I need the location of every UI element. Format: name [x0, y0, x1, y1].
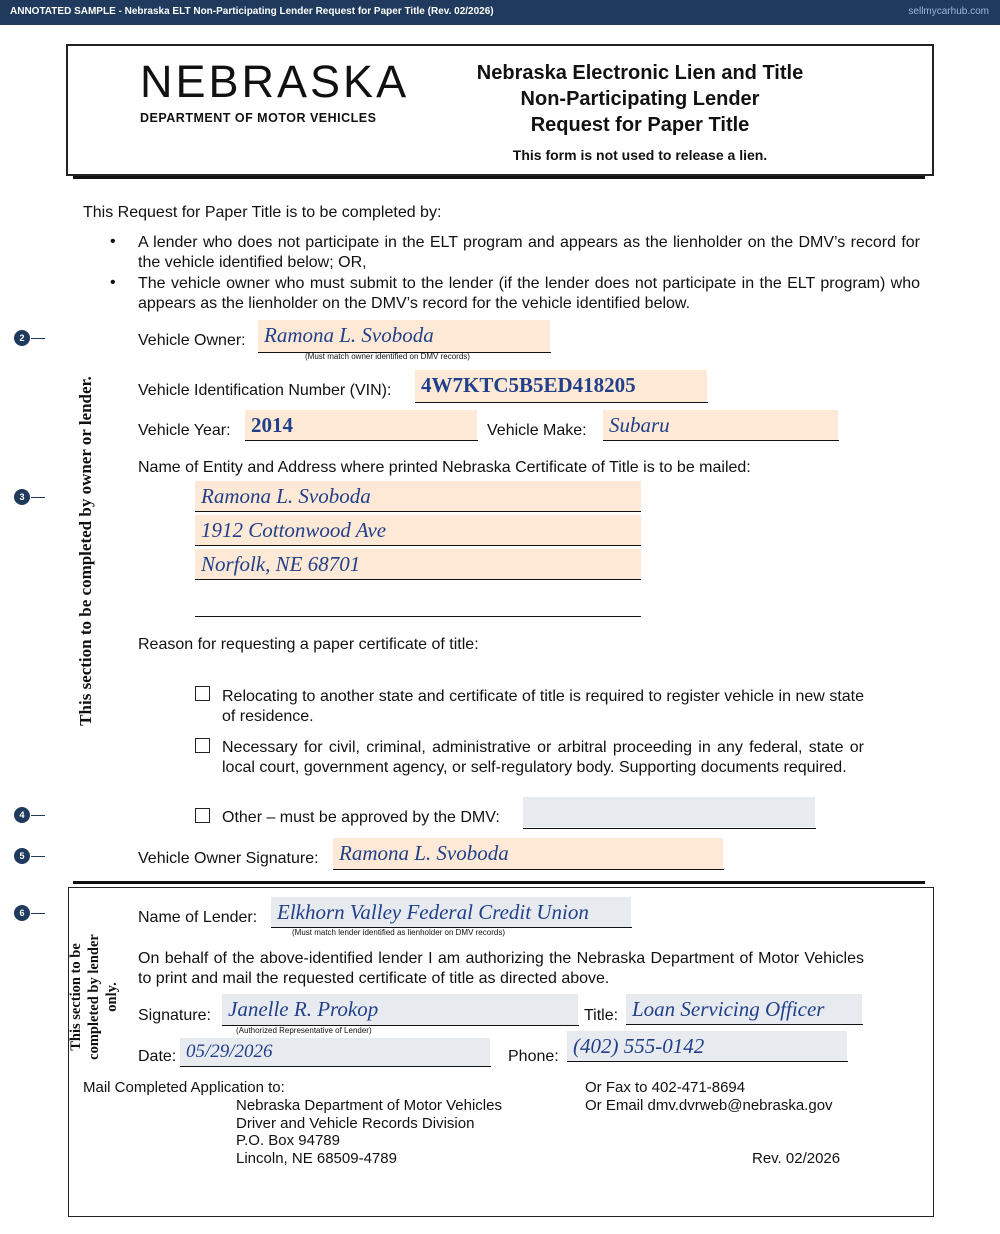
- mail-line-3: P.O. Box 94789: [236, 1132, 340, 1149]
- lender-side-label-line3: only.: [104, 982, 120, 1012]
- reason-other-field[interactable]: [523, 797, 815, 827]
- mail-line-1: Nebraska Department of Motor Vehicles: [236, 1097, 502, 1114]
- intro-bullet-2: The vehicle owner who must submit to the lender (if the lender does not participate in the ELT program) who appears as the lienholder on the DMV’s record for the vehicle identified below.: [138, 275, 920, 312]
- intro-lead: This Request for Paper Title is to be completed by:: [83, 204, 442, 221]
- field-underline: [415, 402, 708, 403]
- bullet-dot: •: [110, 233, 116, 250]
- phone-label: Phone:: [508, 1048, 559, 1065]
- mail-line-2: Driver and Vehicle Records Division: [236, 1115, 475, 1132]
- form-title-line3: Request for Paper Title: [530, 114, 750, 136]
- marker-leader: [31, 497, 45, 498]
- field-underline: [195, 545, 641, 546]
- revision-label: Rev. 02/2026: [752, 1150, 841, 1167]
- reason-3-checkbox[interactable]: [195, 808, 210, 823]
- lender-title-label: Title:: [584, 1007, 619, 1024]
- lender-signature-note: (Authorized Representative of Lender): [236, 1026, 372, 1035]
- mailing-line-1-field[interactable]: Ramona L. Svoboda: [195, 481, 641, 511]
- marker-leader: [31, 815, 45, 816]
- marker-leader: [31, 338, 45, 339]
- fax-info: Or Fax to 402-471-8694: [585, 1079, 746, 1096]
- vehicle-year-label: Vehicle Year:: [138, 422, 231, 439]
- vehicle-owner-label: Vehicle Owner:: [138, 332, 246, 349]
- form-title-line2: Non-Participating Lender: [520, 88, 760, 110]
- field-underline: [567, 1061, 848, 1062]
- intro-bullet-1: A lender who does not participate in the ELT program and appears as the lienholder on the DMV’s record for the vehicle identified below; OR,: [138, 234, 920, 271]
- lender-signature-label: Signature:: [138, 1007, 211, 1024]
- marker-leader: [31, 856, 45, 857]
- field-underline: [195, 511, 641, 512]
- email-info: Or Email dmv.dvrweb@nebraska.gov: [585, 1097, 833, 1114]
- annotation-marker-4: 4: [14, 807, 30, 823]
- annotation-marker-2: 2: [14, 330, 30, 346]
- vin-label: Vehicle Identification Number (VIN):: [138, 382, 392, 399]
- mailing-line-3-field[interactable]: Norfolk, NE 68701: [195, 549, 641, 579]
- mailing-address-label: Name of Entity and Address where printed Nebraska Certificate of Title is to be mailed:: [138, 459, 751, 476]
- owner-signature-label: Vehicle Owner Signature:: [138, 850, 319, 867]
- vehicle-owner-field[interactable]: Ramona L. Svoboda: [258, 320, 550, 352]
- mail-heading: Mail Completed Application to:: [83, 1079, 285, 1096]
- authorization-text: On behalf of the above-identified lender I am authorizing the Nebraska Department of Motor Vehicles to print and mail the requested certificate of title as directed above.: [138, 950, 864, 987]
- field-underline: [195, 616, 641, 617]
- lender-side-label-line1: This section to be: [68, 943, 84, 1051]
- banner-title: ANNOTATED SAMPLE - Nebraska ELT Non-Participating Lender Request for Paper Title (Rev. 02/2026): [10, 6, 494, 17]
- annotation-marker-6: 6: [14, 905, 30, 921]
- marker-leader: [31, 913, 45, 914]
- mail-line-4: Lincoln, NE 68509-4789: [236, 1150, 397, 1167]
- mailing-line-2-field[interactable]: 1912 Cottonwood Ave: [195, 515, 641, 545]
- reason-3-text: Other – must be approved by the DMV:: [222, 809, 500, 826]
- reason-2-text: Necessary for civil, criminal, administrative or arbitral proceeding in any federal, state or local court, government agency, or self-regulatory body. Supporting documents required.: [222, 739, 864, 776]
- annotation-marker-3: 3: [14, 489, 30, 505]
- department-name: DEPARTMENT OF MOTOR VEHICLES: [140, 111, 377, 125]
- field-underline: [523, 828, 816, 829]
- reason-1-text: Relocating to another state and certificate of title is required to register vehicle in new state of residence.: [222, 688, 864, 725]
- owner-signature-field[interactable]: Ramona L. Svoboda: [333, 838, 723, 869]
- form-note: This form is not used to release a lien.: [512, 147, 768, 163]
- lender-side-label-line2: completed by lender: [86, 934, 102, 1060]
- lender-name-note: (Must match lender identified as lienholder on DMV records): [292, 928, 505, 937]
- mailing-line-4-field[interactable]: [195, 586, 641, 616]
- field-underline: [603, 440, 839, 441]
- reason-label: Reason for requesting a paper certificate of title:: [138, 636, 479, 653]
- date-label: Date:: [138, 1048, 177, 1065]
- lender-title-field[interactable]: Loan Servicing Officer: [626, 994, 862, 1024]
- annotation-marker-5: 5: [14, 848, 30, 864]
- bullet-dot: •: [110, 274, 116, 291]
- vin-field[interactable]: 4W7KTC5B5ED418205: [415, 370, 707, 402]
- top-banner: [0, 0, 1000, 25]
- lender-name-field[interactable]: Elkhorn Valley Federal Credit Union: [271, 897, 631, 927]
- reason-1-checkbox[interactable]: [195, 686, 210, 701]
- reason-2-checkbox[interactable]: [195, 738, 210, 753]
- field-underline: [180, 1066, 491, 1067]
- banner-site: sellmycarhub.com: [908, 6, 989, 17]
- section-divider: [73, 881, 925, 884]
- field-underline: [626, 1024, 863, 1025]
- form-title-line1: Nebraska Electronic Lien and Title: [476, 62, 804, 84]
- vehicle-year-field[interactable]: 2014: [245, 410, 477, 440]
- date-field[interactable]: 05/29/2026: [180, 1038, 490, 1066]
- field-underline: [245, 440, 478, 441]
- phone-field[interactable]: (402) 555-0142: [567, 1031, 847, 1061]
- field-underline: [333, 869, 724, 870]
- vehicle-make-field[interactable]: Subaru: [603, 410, 838, 440]
- owner-section-side-label: This section to be completed by owner or lender.: [76, 376, 95, 726]
- nebraska-logo: NEBRASKA: [140, 56, 410, 107]
- lender-name-label: Name of Lender:: [138, 909, 258, 926]
- vehicle-owner-note: (Must match owner identified on DMV records): [305, 352, 470, 361]
- header-divider: [73, 176, 925, 179]
- lender-section-side-label: [67, 929, 121, 1065]
- lender-signature-field[interactable]: Janelle R. Prokop: [222, 994, 578, 1025]
- vehicle-make-label: Vehicle Make:: [487, 422, 587, 439]
- field-underline: [195, 579, 641, 580]
